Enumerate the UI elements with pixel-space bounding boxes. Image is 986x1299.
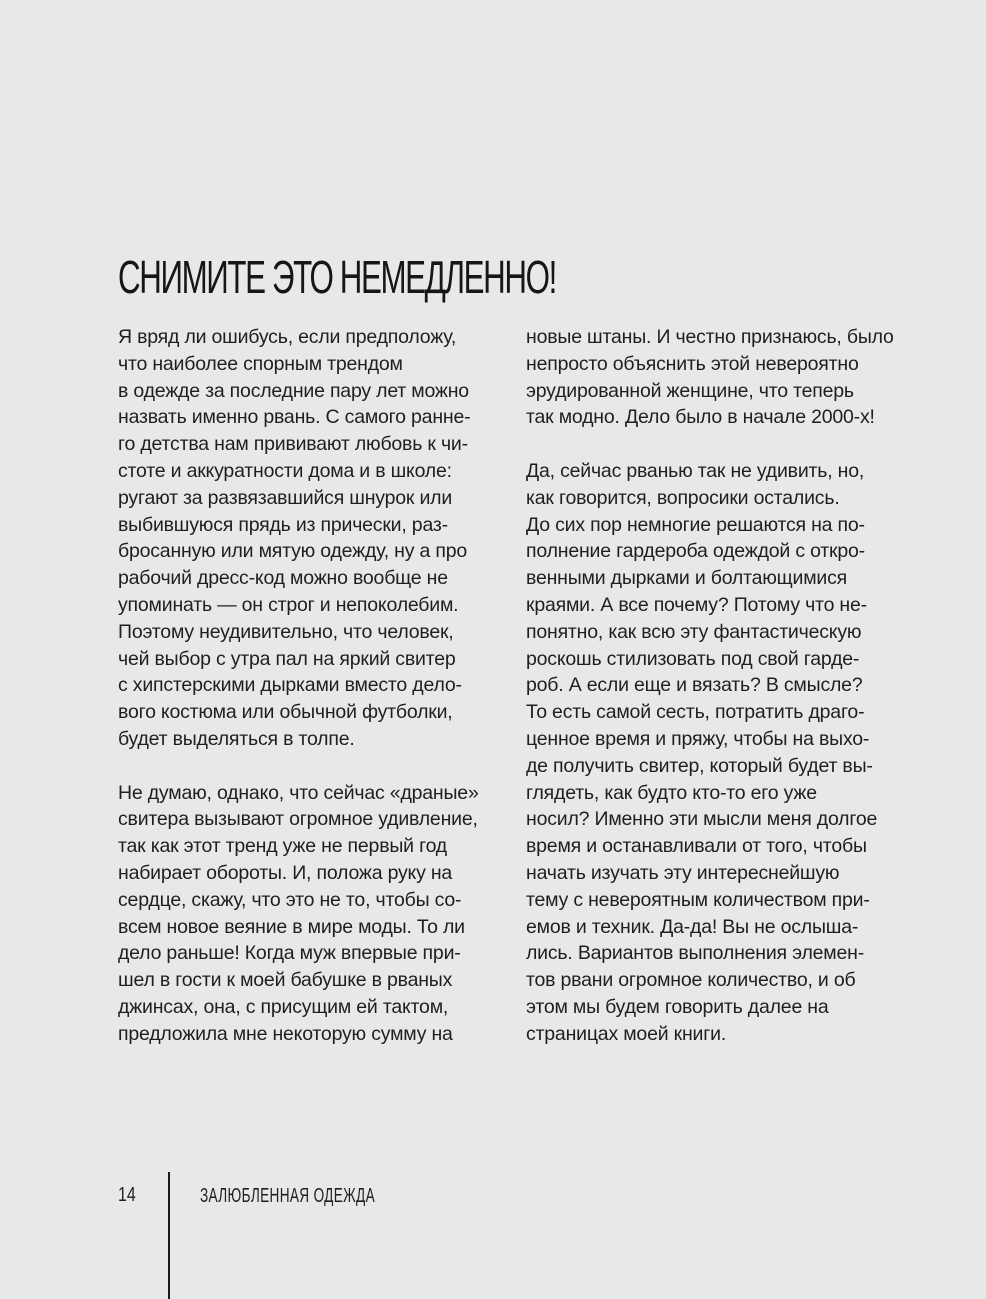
text-line: страницах моей книги. <box>526 1022 727 1045</box>
text-line: Не думаю, однако, что сейчас «драные» <box>118 781 479 804</box>
text-line: краями. А все почему? Потому что не- <box>526 593 867 616</box>
text-line: упоминать — он строг и непоколебим. <box>118 593 459 616</box>
text-line: лись. Вариантов выполнения элемен- <box>526 942 864 965</box>
text-line: Поэтому неудивительно, что человек, <box>118 620 454 643</box>
text-line: что наиболее спорным трендом <box>118 352 403 375</box>
text-line: предложила мне некоторую сумму на <box>118 1022 453 1045</box>
text-line: тему с невероятным количеством при- <box>526 888 870 911</box>
text-column-right <box>526 324 926 1048</box>
text-line: начать изучать эту интереснейшую <box>526 861 840 884</box>
text-line: выбившуюся прядь из прически, раз- <box>118 513 448 536</box>
text-line: с хипстерскими дырками вместо дело- <box>118 674 462 697</box>
paragraph-gap <box>118 753 518 780</box>
text-line: этом мы будем говорить далее на <box>526 995 829 1018</box>
text-line: венными дырками и болтающимися <box>526 567 848 590</box>
page-heading: СНИМИТЕ ЭТО НЕМЕДЛЕННО! <box>118 251 556 303</box>
text-line: То есть самой сесть, потратить драго- <box>526 701 865 724</box>
running-title: ЗАЛЮБЛЕННАЯ ОДЕЖДА <box>200 1185 376 1207</box>
text-line: свитера вызывают огромное удивление, <box>118 808 478 831</box>
text-line: ценное время и пряжу, чтобы на выхо- <box>526 727 870 750</box>
text-line: шел в гости к моей бабушке в рваных <box>118 969 453 992</box>
text-line: емов и техник. Да-да! Вы не ослыша- <box>526 915 859 938</box>
text-line: ругают за развязавшийся шнурок или <box>118 486 453 509</box>
text-line: роскошь стилизовать под свой гарде- <box>526 647 860 670</box>
text-line: полнение гардероба одеждой с откро- <box>526 540 865 563</box>
text-line: стоте и аккуратности дома и в школе: <box>118 459 452 482</box>
text-line: Я вряд ли ошибусь, если предположу, <box>118 326 457 348</box>
text-line: вого костюма или обычной футболки, <box>118 701 453 724</box>
paragraph <box>118 324 518 753</box>
text-line: как говорится, вопросики остались. <box>526 486 840 509</box>
text-column-left <box>118 324 518 1048</box>
text-line: рабочий дресс-код можно вообще не <box>118 567 448 590</box>
text-line: го детства нам прививают любовь к чи- <box>118 433 468 456</box>
text-line: так как этот тренд уже не первый год <box>118 835 447 858</box>
paragraph <box>118 780 518 1048</box>
text-line: так модно. Дело было в начале 2000-х! <box>526 406 875 429</box>
text-line: время и останавливали от того, чтобы <box>526 835 867 858</box>
paragraph <box>526 458 926 1048</box>
text-line: сердце, скажу, что это не то, чтобы со- <box>118 888 462 911</box>
text-line: де получить свитер, который будет вы- <box>526 754 873 777</box>
text-line: новые штаны. И честно признаюсь, было <box>526 326 894 348</box>
paragraph <box>526 324 926 431</box>
text-line: чей выбор с утра пал на яркий свитер <box>118 647 456 670</box>
page-number: 14 <box>118 1184 136 1206</box>
text-line: дело раньше! Когда муж впервые при- <box>118 942 461 965</box>
text-line: набирает обороты. И, положа руку на <box>118 861 453 884</box>
text-line: джинсах, она, с присущим ей тактом, <box>118 995 449 1018</box>
text-line: носил? Именно эти мысли меня долгое <box>526 808 878 831</box>
text-line: в одежде за последние пару лет можно <box>118 379 469 402</box>
text-line: роб. А если еще и вязать? В смысле? <box>526 674 863 697</box>
text-line: тов рвани огромное количество, и об <box>526 969 856 992</box>
text-line: назвать именно рвань. С самого ранне- <box>118 406 471 429</box>
text-line: бросанную или мятую одежду, ну а про <box>118 540 467 563</box>
text-line: будет выделяться в толпе. <box>118 727 355 750</box>
text-line: всем новое веяние в мире моды. То ли <box>118 915 465 938</box>
text-line: Да, сейчас рванью так не удивить, но, <box>526 459 865 482</box>
paragraph-gap <box>526 431 926 458</box>
text-line: эрудированной женщине, что теперь <box>526 379 854 402</box>
text-line: непросто объяснить этой невероятно <box>526 352 859 375</box>
text-line: До сих пор немногие решаются на по- <box>526 513 865 536</box>
text-line: глядеть, как будто кто-то его уже <box>526 781 817 804</box>
text-line: понятно, как всю эту фантастическую <box>526 620 862 643</box>
footer-divider <box>168 1172 170 1299</box>
